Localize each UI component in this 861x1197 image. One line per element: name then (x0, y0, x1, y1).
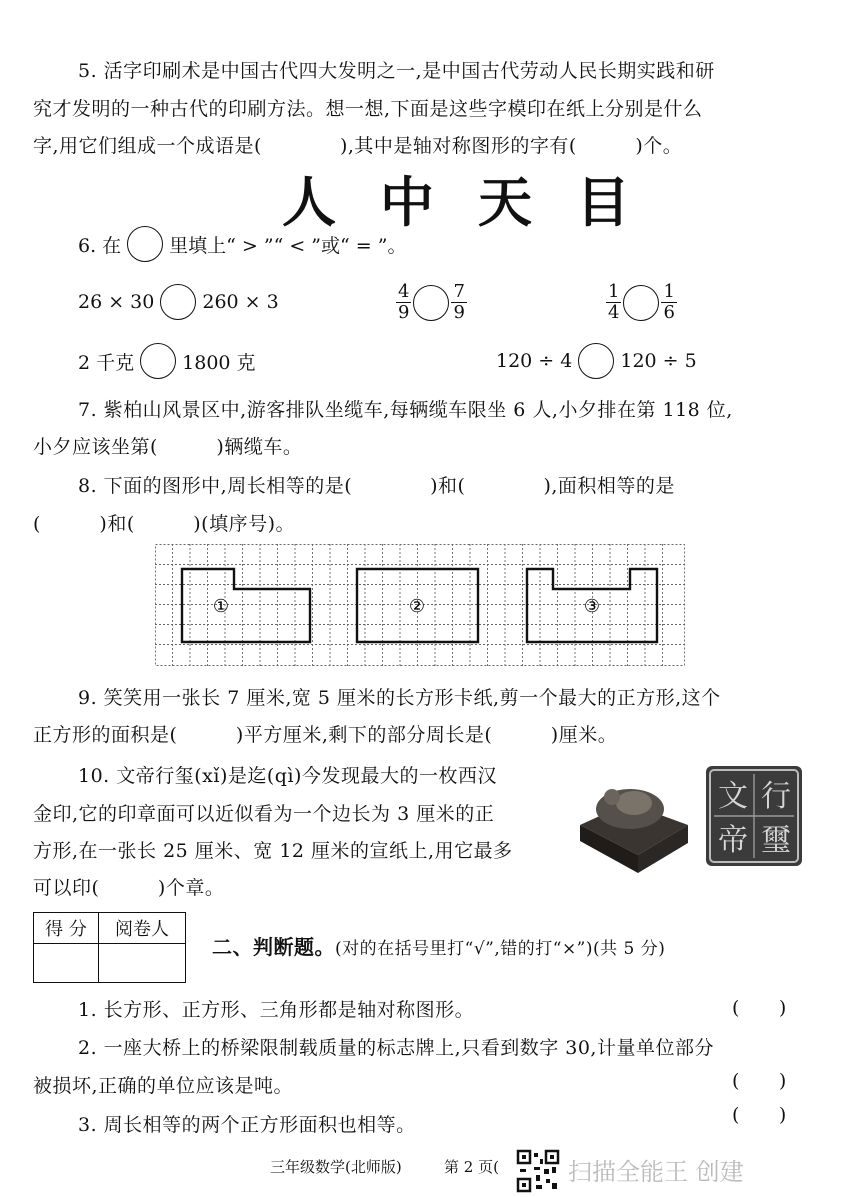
compare-circle[interactable] (578, 343, 614, 379)
section-2-title: 二、判断题。 (212, 935, 335, 959)
q6-r2c1-left: 2 千克 (78, 351, 135, 374)
q6-item-2 (396, 282, 467, 323)
reviewer-header: 阅卷人 (99, 913, 186, 944)
q6-r2c1-right: 1800 克 (182, 351, 256, 374)
shape-1-outline (182, 569, 310, 642)
section-2-instruction: (对的在括号里打“√”,错的打“×”)(共 5 分) (335, 939, 666, 959)
seal-char-2: 文 (718, 779, 748, 814)
numerator: 1 (608, 281, 620, 302)
denominator: 4 (608, 302, 620, 323)
shape-label-1: ① (212, 596, 230, 617)
numerator: 1 (663, 281, 675, 302)
denominator: 9 (453, 302, 465, 323)
seal-char-3: 璽 (761, 823, 791, 858)
score-cell[interactable] (34, 944, 99, 983)
compare-circle[interactable] (140, 343, 176, 379)
denominator: 6 (663, 302, 675, 323)
seal-char-4: 帝 (718, 823, 748, 858)
fraction (606, 282, 621, 323)
seal-imprint (706, 766, 802, 866)
q5-line2: 究才发明的一种古代的印刷方法。想一想,下面是这些字模印在纸上分别是什么 (33, 98, 703, 120)
reviewer-cell[interactable] (99, 944, 186, 983)
q10-line1: 10. 文帝行玺(xǐ)是迄(qì)今发现最大的一枚西汉 (78, 765, 497, 787)
q10-line3: 方形,在一张长 25 厘米、宽 12 厘米的宣纸上,用它最多 (33, 840, 513, 862)
q7-line1: 7. 紫柏山风景区中,游客排队坐缆车,每辆缆车限坐 6 人,小夕排在第 118 位, (78, 399, 733, 421)
footer-page: 第 2 页( (444, 1158, 499, 1176)
q9-line2: 正方形的面积是( )平方厘米,剩下的部分周长是( )厘米。 (33, 724, 618, 746)
judge-q1: 1. 长方形、正方形、三角形都是轴对称图形。 (78, 999, 475, 1021)
judge-q2-line2: 被损坏,正确的单位应该是吨。 (33, 1075, 294, 1097)
seal-char-1: 行 (761, 779, 791, 814)
compare-circle[interactable] (160, 284, 196, 320)
q6-prompt-b: 里填上“ > ”“ < ”或“ = ”。 (169, 234, 407, 257)
q6-item-3 (606, 282, 677, 323)
answer-bracket[interactable]: ( ) (732, 1104, 787, 1126)
q6-r1c1-left: 26 × 30 (78, 291, 155, 313)
q6-r2c2-right: 120 ÷ 5 (620, 350, 697, 372)
fraction (661, 282, 676, 323)
fraction (451, 282, 466, 323)
q7-line2: 小夕应该坐第( )辆缆车。 (33, 436, 303, 458)
compare-circle[interactable] (413, 285, 449, 321)
q6-item-1 (78, 284, 279, 320)
q10-line2: 金印,它的印章面可以近似看为一个边长为 3 厘米的正 (33, 803, 495, 825)
q9-line1: 9. 笑笑用一张长 7 厘米,宽 5 厘米的长方形卡纸,剪一个最大的正方形,这个 (78, 687, 721, 709)
answer-bracket[interactable]: ( ) (732, 1070, 787, 1092)
judge-q3: 3. 周长相等的两个正方形面积也相等。 (78, 1114, 416, 1136)
judge-q2-line1: 2. 一座大桥上的桥梁限制载质量的标志牌上,只看到数字 30,计量单位部分 (78, 1037, 714, 1059)
footer-subject: 三年级数学(北师版) (270, 1158, 402, 1176)
q6-r2c2-left: 120 ÷ 4 (496, 350, 573, 372)
denominator: 9 (398, 302, 410, 323)
type-characters: 人中天目 (282, 171, 674, 234)
numerator: 4 (398, 281, 410, 302)
circle-icon (127, 226, 163, 262)
q6-prompt (78, 226, 406, 262)
section-2-heading (212, 931, 665, 960)
score-table (33, 912, 186, 983)
shape-label-3: ③ (583, 596, 601, 617)
q6-prompt-a: 6. 在 (78, 234, 122, 257)
q6-item-5 (496, 343, 697, 379)
q8-line1: 8. 下面的图形中,周长相等的是( )和( ),面积相等的是 (78, 475, 675, 497)
compare-circle[interactable] (623, 285, 659, 321)
q6-r1c1-right: 260 × 3 (202, 291, 279, 313)
q8-line2: ( )和( )(填序号)。 (33, 513, 295, 535)
q10-line4: 可以印( )个章。 (33, 877, 225, 899)
q5-line3: 字,用它们组成一个成语是( ),其中是轴对称图形的字有( )个。 (33, 135, 683, 157)
q6-item-4 (78, 343, 256, 379)
qr-code-icon (516, 1149, 560, 1193)
score-header: 得 分 (34, 913, 99, 944)
gold-seal-photo (572, 763, 692, 875)
numerator: 7 (453, 281, 465, 302)
fraction (396, 282, 411, 323)
watermark: 扫描全能王 创建 (568, 1158, 744, 1186)
shape-grid (155, 544, 685, 666)
shape-label-2: ② (408, 596, 426, 617)
q5-line1: 5. 活字印刷术是中国古代四大发明之一,是中国古代劳动人民长期实践和研 (78, 60, 715, 82)
answer-bracket[interactable]: ( ) (732, 997, 787, 1019)
